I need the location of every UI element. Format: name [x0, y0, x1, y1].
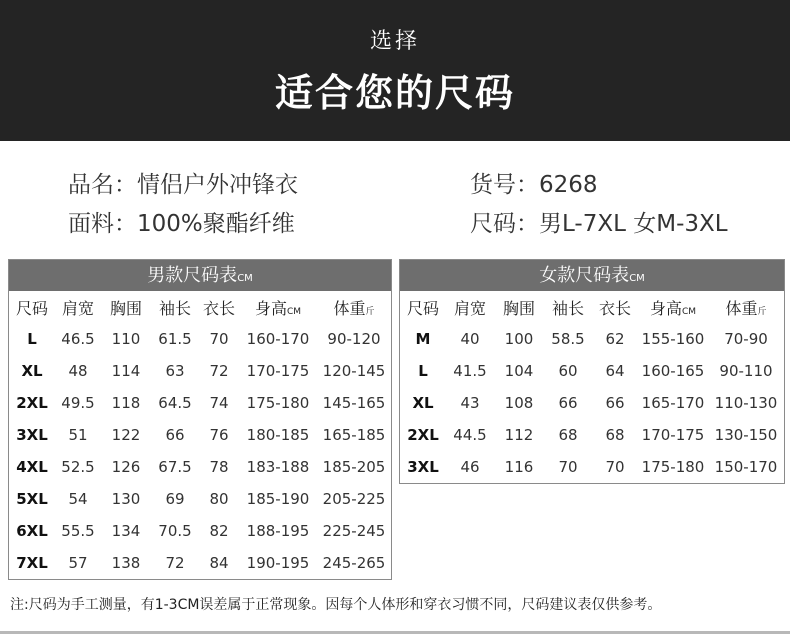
column-header-label: 胸围 [502, 298, 535, 318]
column-header-unit: 斤 [757, 306, 767, 317]
column-header-unit: CM [681, 306, 697, 317]
measurement-cell: 68 [605, 426, 625, 444]
column-header-label: 尺码 [15, 298, 48, 318]
column-header [400, 291, 446, 323]
measurement-cell: 150-170 [714, 458, 778, 476]
measurement-note: 注:尺码为手工测量，有1-3CM误差属于正常现象。因每个人体形和穿衣习惯不同，尺码建议表仅供参考。 [10, 597, 662, 613]
women-size-chart-title [400, 260, 784, 291]
banner-title: 适合您的尺码 [274, 71, 515, 115]
measurement-cell: 188-195 [246, 522, 310, 540]
measurement-cell: 185-190 [246, 490, 310, 508]
measurement-cell: 126 [111, 458, 141, 476]
size-label-cell: 4XL [16, 458, 48, 476]
measurement-cell: 130 [111, 490, 141, 508]
measurement-cell: 114 [111, 362, 141, 380]
table-row [400, 419, 784, 451]
column-header-label: 体重 [333, 298, 366, 318]
size-label-cell: 5XL [16, 490, 48, 508]
measurement-cell: 55.5 [61, 522, 95, 540]
column-header-unit: 斤 [365, 306, 375, 317]
size-label-cell: 2XL [16, 394, 48, 412]
measurement-cell: 160-165 [641, 362, 705, 380]
measurement-cell: 245-265 [322, 554, 386, 572]
measurement-cell: 46 [460, 458, 480, 476]
men-size-chart [8, 259, 392, 580]
column-header-unit: CM [286, 306, 302, 317]
column-header [544, 291, 592, 323]
measurement-cell: 40 [460, 330, 480, 348]
size-label-cell: 2XL [407, 426, 439, 444]
measurement-cell: 165-170 [641, 394, 705, 412]
table-row [400, 387, 784, 419]
size-label-cell: L [418, 362, 428, 380]
measurement-cell: 70-90 [724, 330, 768, 348]
table-row [9, 355, 391, 387]
size-label-cell: 6XL [16, 522, 48, 540]
men-chart-title-unit: CM [237, 273, 253, 284]
column-header-label: 尺码 [406, 298, 439, 318]
measurement-cell: 175-180 [641, 458, 705, 476]
measurement-cell: 80 [209, 490, 229, 508]
measurement-cell: 41.5 [453, 362, 487, 380]
measurement-cell: 104 [504, 362, 534, 380]
measurement-cell: 205-225 [322, 490, 386, 508]
column-header [101, 291, 151, 323]
column-header [494, 291, 544, 323]
measurement-cell: 112 [504, 426, 534, 444]
measurement-cell: 183-188 [246, 458, 310, 476]
column-header [199, 291, 239, 323]
measurement-cell: 61.5 [158, 330, 192, 348]
column-header [151, 291, 199, 323]
women-size-chart [399, 259, 785, 484]
size-range-info: 尺码：男L-7XL 女M-3XL [470, 211, 728, 237]
measurement-cell: 170-175 [641, 426, 705, 444]
column-header-label: 肩宽 [453, 298, 486, 318]
women-chart-title-unit: CM [629, 273, 645, 284]
product-name: 品名：情侣户外冲锋衣 [68, 172, 298, 198]
measurement-cell: 49.5 [61, 394, 95, 412]
column-header-label: 袖长 [158, 298, 191, 318]
column-header [592, 291, 638, 323]
measurement-cell: 116 [504, 458, 534, 476]
measurement-cell: 54 [68, 490, 88, 508]
measurement-cell: 68 [558, 426, 578, 444]
measurement-cell: 72 [165, 554, 185, 572]
column-header [638, 291, 708, 323]
measurement-cell: 138 [111, 554, 141, 572]
size-label-cell: XL [21, 362, 43, 380]
table-header-row [9, 291, 391, 323]
size-label-cell: 7XL [16, 554, 48, 572]
measurement-cell: 100 [504, 330, 534, 348]
measurement-cell: 72 [209, 362, 229, 380]
table-row [9, 547, 391, 579]
measurement-cell: 190-195 [246, 554, 310, 572]
measurement-cell: 160-170 [246, 330, 310, 348]
measurement-cell: 130-150 [714, 426, 778, 444]
size-label-cell: XL [412, 394, 434, 412]
table-row [9, 323, 391, 355]
column-header [317, 291, 391, 323]
measurement-cell: 66 [165, 426, 185, 444]
column-header-label: 胸围 [109, 298, 142, 318]
column-header [55, 291, 101, 323]
measurement-cell: 110-130 [714, 394, 778, 412]
measurement-cell: 46.5 [61, 330, 95, 348]
measurement-cell: 66 [558, 394, 578, 412]
men-size-chart-title [9, 260, 391, 291]
measurement-cell: 145-165 [322, 394, 386, 412]
table-row [9, 387, 391, 419]
measurement-cell: 43 [460, 394, 480, 412]
measurement-cell: 58.5 [551, 330, 585, 348]
measurement-cell: 170-175 [246, 362, 310, 380]
measurement-cell: 74 [209, 394, 229, 412]
measurement-cell: 52.5 [61, 458, 95, 476]
measurement-cell: 57 [68, 554, 88, 572]
size-label-cell: 3XL [407, 458, 439, 476]
measurement-cell: 180-185 [246, 426, 310, 444]
measurement-cell: 90-120 [327, 330, 381, 348]
measurement-cell: 122 [111, 426, 141, 444]
column-header-label: 衣长 [598, 298, 631, 318]
table-row [9, 451, 391, 483]
measurement-cell: 84 [209, 554, 229, 572]
men-size-table [9, 291, 391, 579]
measurement-cell: 48 [68, 362, 88, 380]
women-size-table [400, 291, 784, 483]
table-row [400, 451, 784, 483]
measurement-cell: 175-180 [246, 394, 310, 412]
column-header-label: 肩宽 [61, 298, 94, 318]
fabric-info: 面料：100%聚酯纤维 [68, 211, 295, 237]
measurement-cell: 70.5 [158, 522, 192, 540]
table-header-row [400, 291, 784, 323]
measurement-cell: 82 [209, 522, 229, 540]
banner-subtitle: 选择 [369, 29, 420, 54]
measurement-cell: 67.5 [158, 458, 192, 476]
table-row [9, 515, 391, 547]
item-number: 货号：6268 [470, 172, 598, 198]
column-header-label: 身高 [649, 298, 682, 318]
column-header [708, 291, 784, 323]
column-header-label: 衣长 [202, 298, 235, 318]
measurement-cell: 118 [111, 394, 141, 412]
table-row [400, 323, 784, 355]
measurement-cell: 185-205 [322, 458, 386, 476]
measurement-cell: 165-185 [322, 426, 386, 444]
measurement-cell: 70 [605, 458, 625, 476]
measurement-cell: 44.5 [453, 426, 487, 444]
table-row [9, 419, 391, 451]
women-chart-title-text: 女款尺码表 [539, 265, 630, 286]
measurement-cell: 76 [209, 426, 229, 444]
measurement-cell: 120-145 [322, 362, 386, 380]
measurement-cell: 155-160 [641, 330, 705, 348]
measurement-cell: 225-245 [322, 522, 386, 540]
measurement-cell: 78 [209, 458, 229, 476]
measurement-cell: 62 [605, 330, 625, 348]
column-header-label: 体重 [725, 298, 758, 318]
column-header [446, 291, 494, 323]
column-header [239, 291, 317, 323]
measurement-cell: 64.5 [158, 394, 192, 412]
measurement-cell: 110 [111, 330, 141, 348]
measurement-cell: 134 [111, 522, 141, 540]
header-banner [0, 0, 790, 141]
column-header [9, 291, 55, 323]
column-header-label: 袖长 [551, 298, 584, 318]
size-label-cell: M [415, 330, 431, 348]
men-chart-title-text: 男款尺码表 [147, 265, 238, 286]
measurement-cell: 69 [165, 490, 185, 508]
measurement-cell: 60 [558, 362, 578, 380]
measurement-cell: 70 [558, 458, 578, 476]
measurement-cell: 90-110 [719, 362, 773, 380]
measurement-cell: 108 [504, 394, 534, 412]
measurement-cell: 51 [68, 426, 88, 444]
measurement-cell: 70 [209, 330, 229, 348]
bottom-divider [0, 631, 790, 634]
size-label-cell: L [27, 330, 37, 348]
size-label-cell: 3XL [16, 426, 48, 444]
table-row [9, 483, 391, 515]
measurement-cell: 66 [605, 394, 625, 412]
measurement-cell: 63 [165, 362, 185, 380]
table-row [400, 355, 784, 387]
measurement-cell: 64 [605, 362, 625, 380]
column-header-label: 身高 [254, 298, 287, 318]
